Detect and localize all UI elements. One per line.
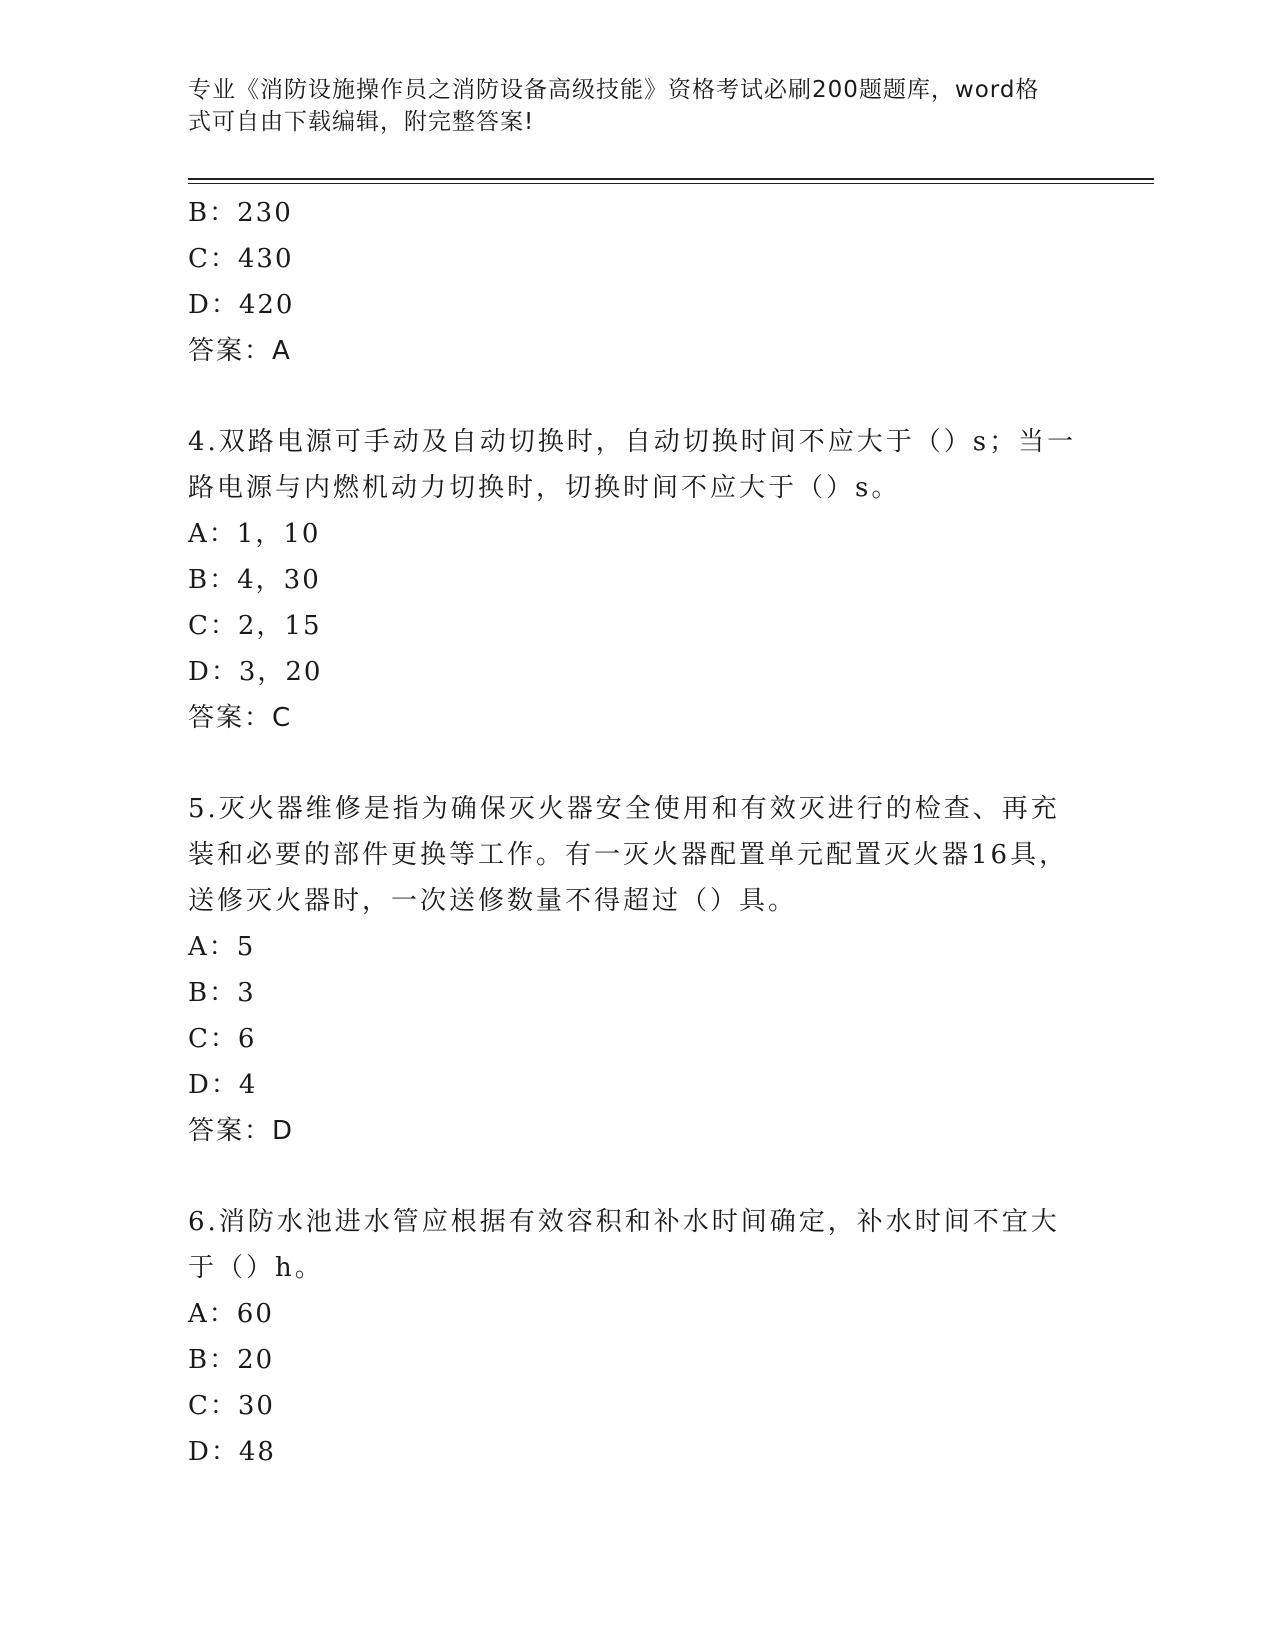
option-a: A：1，10 bbox=[188, 519, 321, 549]
question-text-line: 路电源与内燃机动力切换时，切换时间不应大于（）s。 bbox=[188, 473, 901, 503]
question-text-line: 于（）h。 bbox=[188, 1253, 324, 1283]
option-b: B：4，30 bbox=[188, 565, 321, 595]
option-b: B：230 bbox=[188, 198, 293, 228]
answer-label: 答案：C bbox=[188, 703, 293, 733]
option-c: C：2，15 bbox=[188, 611, 322, 641]
option-d: D：4 bbox=[188, 1070, 258, 1100]
header-divider-thick bbox=[188, 178, 1154, 180]
question-3-block bbox=[188, 190, 1088, 374]
header-divider-thin bbox=[188, 183, 1154, 184]
question-text-line: 6.消防水池进水管应根据有效容积和补水时间确定，补水时间不宜大 bbox=[188, 1207, 1060, 1237]
option-c: C：430 bbox=[188, 244, 294, 274]
header-line-2: 式可自由下载编辑，附完整答案! bbox=[188, 109, 535, 135]
question-6-block bbox=[188, 1199, 1088, 1475]
option-a: A：60 bbox=[188, 1299, 274, 1329]
answer-label: 答案：D bbox=[188, 1116, 295, 1146]
spacer bbox=[188, 1154, 1088, 1199]
option-b: B：20 bbox=[188, 1345, 275, 1375]
spacer bbox=[188, 741, 1088, 786]
spacer bbox=[188, 374, 1088, 419]
question-4-block bbox=[188, 419, 1088, 741]
question-text-line: 5.灭火器维修是指为确保灭火器安全使用和有效灭进行的检查、再充 bbox=[188, 794, 1060, 824]
question-5-block bbox=[188, 786, 1088, 1154]
option-d: D：48 bbox=[188, 1437, 276, 1467]
question-content bbox=[188, 190, 1088, 1475]
option-b: B：3 bbox=[188, 978, 256, 1008]
question-text-line: 装和必要的部件更换等工作。有一灭火器配置单元配置灭火器16具， bbox=[188, 840, 1069, 870]
option-a: A：5 bbox=[188, 932, 256, 962]
question-text-line: 4.双路电源可手动及自动切换时，自动切换时间不应大于（）s；当一 bbox=[188, 427, 1077, 457]
answer-label: 答案：A bbox=[188, 336, 292, 366]
question-text-line: 送修灭火器时，一次送修数量不得超过（）具。 bbox=[188, 886, 798, 916]
option-c: C：6 bbox=[188, 1024, 257, 1054]
header-line-1: 专业《消防设施操作员之消防设备高级技能》资格考试必刷200题题库，word格 bbox=[188, 77, 1040, 103]
option-d: D：420 bbox=[188, 290, 295, 320]
option-c: C：30 bbox=[188, 1391, 275, 1421]
document-header bbox=[188, 74, 1068, 138]
option-d: D：3，20 bbox=[188, 657, 323, 687]
